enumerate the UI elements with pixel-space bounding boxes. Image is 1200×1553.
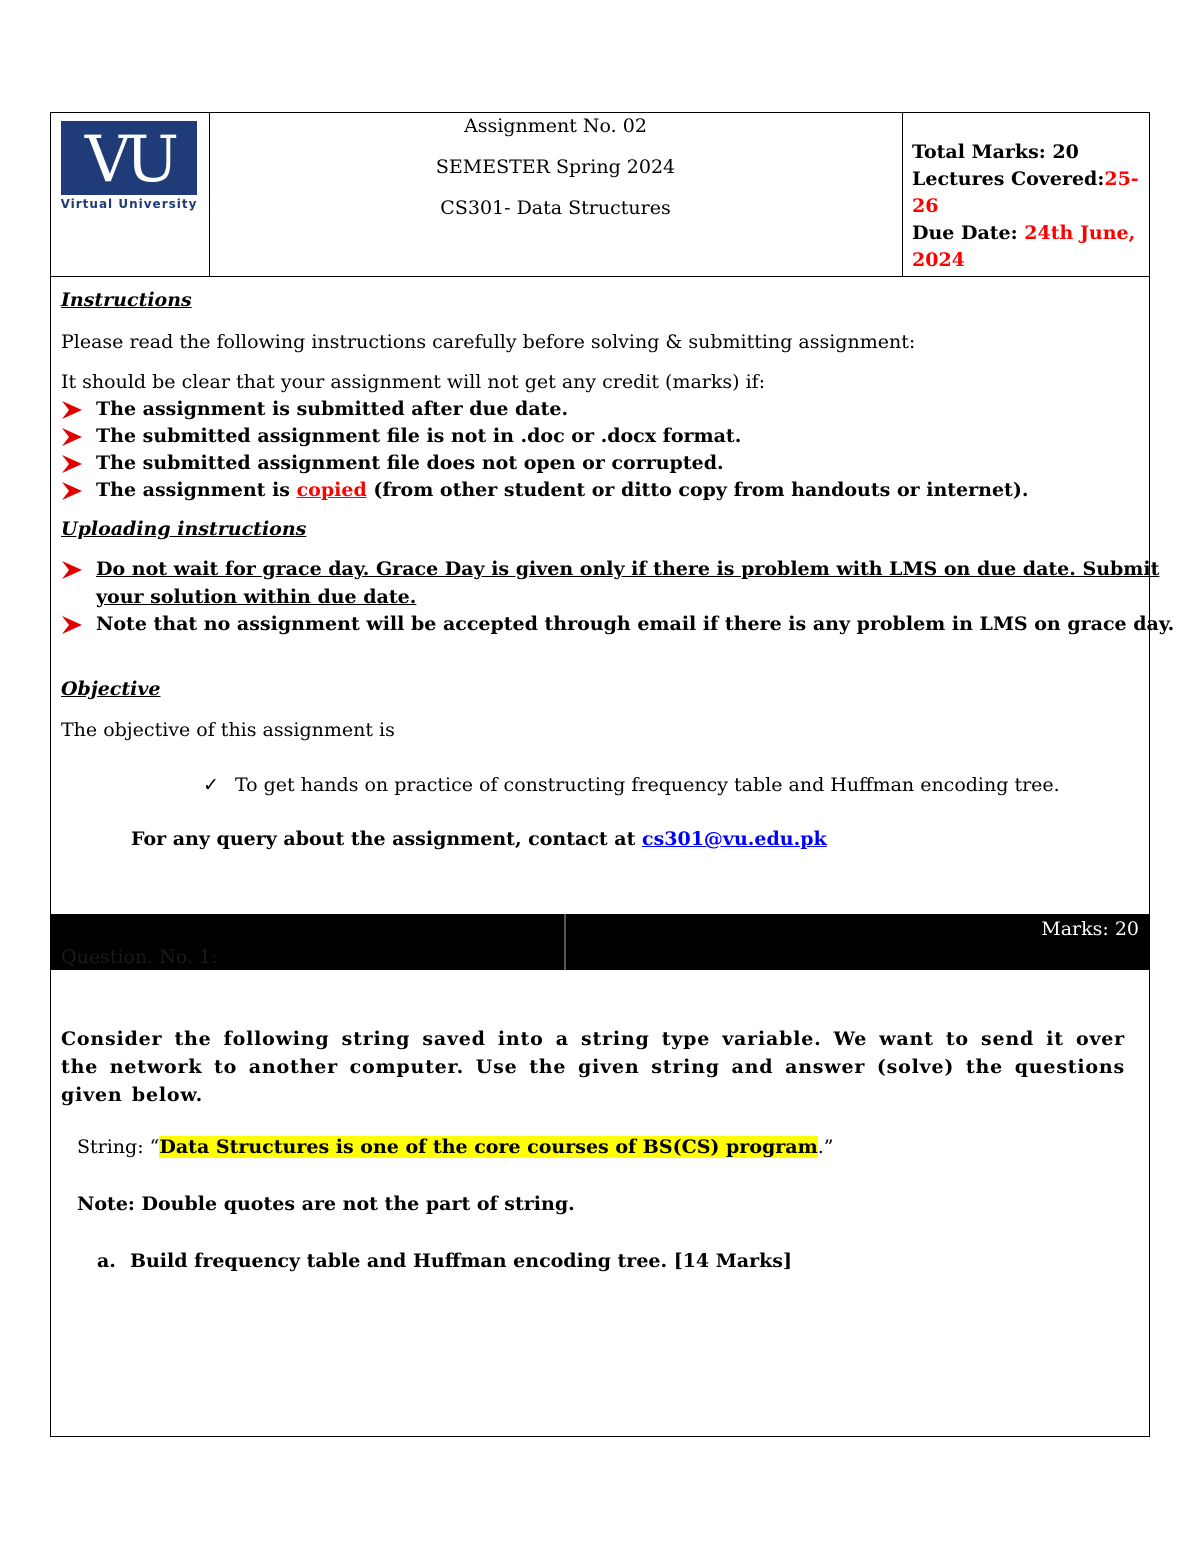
due-value: 24th June, 2024 bbox=[912, 222, 1136, 271]
note-line: Note: Double quotes are not the part of string. bbox=[77, 1193, 575, 1215]
objective-title: Objective bbox=[61, 678, 161, 700]
bullet-text: The submitted assignment file does not open or corrupted. bbox=[96, 452, 724, 474]
copied-prefix: The assignment is bbox=[96, 479, 297, 501]
string-label: String: “ bbox=[77, 1136, 160, 1158]
bar-divider bbox=[564, 914, 566, 970]
copied-suffix: (from other student or ditto copy from handouts or internet). bbox=[366, 479, 1029, 501]
arrow-bullet-icon bbox=[61, 400, 83, 420]
lectures-label: Lectures Covered: bbox=[912, 168, 1105, 190]
semester: SEMESTER Spring 2024 bbox=[435, 156, 676, 178]
instructions-title: Instructions bbox=[61, 289, 192, 311]
question-marks: Marks: 20 bbox=[1041, 918, 1139, 940]
assignment-document bbox=[50, 112, 1175, 1437]
check-icon: ✓ bbox=[203, 774, 219, 796]
objective-item-text: To get hands on practice of constructing frequency table and Huffman encoding tree. bbox=[234, 774, 1060, 796]
string-value: Data Structures is one of the core courses of BS(CS) program bbox=[159, 1136, 818, 1158]
arrow-bullet-icon bbox=[61, 454, 83, 474]
part-a-text: Build frequency table and Huffman encoding tree. [14 Marks] bbox=[129, 1250, 792, 1272]
part-a bbox=[97, 1250, 792, 1272]
query-prefix: For any query about the assignment, contact at bbox=[131, 828, 642, 850]
credit-note: It should be clear that your assignment will not get any credit (marks) if: bbox=[61, 371, 766, 393]
string-line bbox=[77, 1136, 833, 1158]
part-a-label: a. bbox=[97, 1250, 116, 1272]
title-cell bbox=[209, 113, 903, 276]
vu-logo bbox=[61, 121, 197, 213]
logo-cell bbox=[51, 113, 210, 276]
instructions-intro: Please read the following instructions carefully before solving & submitting assignment: bbox=[61, 331, 916, 353]
bullet-text bbox=[96, 479, 1028, 501]
header-table bbox=[51, 113, 1149, 277]
bullet-text: your solution within due date. bbox=[96, 586, 417, 608]
assignment-number: Assignment No. 02 bbox=[464, 115, 647, 137]
string-close: .” bbox=[817, 1136, 834, 1158]
marks-cell bbox=[902, 113, 1149, 276]
arrow-bullet-icon bbox=[61, 560, 83, 580]
bullet-text: The assignment is submitted after due date. bbox=[96, 398, 569, 420]
arrow-bullet-icon bbox=[61, 427, 83, 447]
query-line bbox=[131, 828, 827, 850]
logo-text: VU bbox=[84, 123, 174, 197]
copied-word: copied bbox=[296, 479, 367, 501]
uploading-title: Uploading instructions bbox=[61, 518, 307, 540]
lectures-value: 25-26 bbox=[912, 168, 1139, 217]
due-label: Due Date: bbox=[912, 222, 1018, 244]
bullet-text: Note that no assignment will be accepted through email if there is any problem in LMS on grace day. bbox=[96, 613, 1175, 635]
email-link[interactable]: cs301@vu.edu.pk bbox=[642, 828, 827, 850]
course-title: CS301- Data Structures bbox=[440, 197, 671, 219]
arrow-bullet-icon bbox=[61, 481, 83, 501]
question-label: Question. No. 1: bbox=[61, 946, 218, 968]
logo-subtitle: Virtual University bbox=[61, 197, 197, 211]
bullet-text: Do not wait for grace day. Grace Day is given only if there is problem with LMS on due date. Submit bbox=[96, 558, 1160, 580]
total-marks: Total Marks: 20 bbox=[912, 141, 1079, 163]
marks-info bbox=[912, 139, 1142, 274]
question-header-bar bbox=[51, 914, 1149, 970]
objective-intro: The objective of this assignment is bbox=[61, 719, 395, 741]
bullet-text: The submitted assignment file is not in .doc or .docx format. bbox=[96, 425, 742, 447]
arrow-bullet-icon bbox=[61, 615, 83, 635]
objective-item bbox=[203, 774, 1060, 796]
question-description: Consider the following string saved into a string type variable. We want to send it over the network to another computer. Use the given string and answer (solve) the questions given below. bbox=[61, 1028, 1125, 1106]
